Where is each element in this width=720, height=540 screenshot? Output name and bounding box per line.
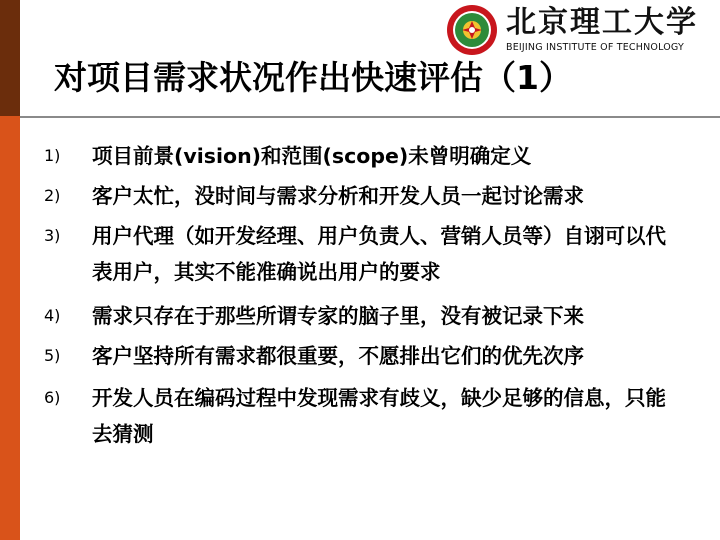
item-number: 4)	[44, 306, 61, 325]
item-text: 用户代理（如开发经理、用户负责人、营销人员等）自诩可以代表用户，其实不能准确说出用户的要求	[92, 224, 666, 284]
list-item	[44, 178, 684, 214]
slide-title: 对项目需求状况作出快速评估（1）	[54, 58, 572, 97]
logo-chinese-name: 北京理工大学	[506, 5, 698, 40]
list-item	[44, 138, 684, 174]
left-accent-bar-bottom	[0, 116, 20, 540]
list-item	[44, 298, 684, 334]
requirements-list	[44, 138, 684, 452]
item-number: 2)	[44, 186, 61, 205]
item-number: 3)	[44, 226, 61, 245]
left-accent-bar-top	[0, 0, 20, 116]
item-text: 客户坚持所有需求都很重要，不愿排出它们的优先次序	[92, 344, 584, 368]
logo-english-name: BEIJING INSTITUTE OF TECHNOLOGY	[506, 42, 684, 53]
item-text: 需求只存在于那些所谓专家的脑子里，没有被记录下来	[92, 304, 584, 328]
item-text: 客户太忙，没时间与需求分析和开发人员一起讨论需求	[92, 184, 584, 208]
university-seal-icon	[446, 4, 498, 56]
list-item	[44, 338, 684, 374]
title-divider	[20, 116, 720, 118]
list-item	[44, 218, 684, 290]
item-number: 5)	[44, 346, 61, 365]
list-item	[44, 380, 684, 452]
item-number: 6)	[44, 388, 61, 407]
item-text: 项目前景(vision)和范围(scope)未曾明确定义	[92, 144, 532, 168]
university-logo	[446, 4, 708, 58]
item-number: 1)	[44, 146, 61, 165]
item-text: 开发人员在编码过程中发现需求有歧义，缺少足够的信息，只能去猜测	[92, 386, 666, 446]
